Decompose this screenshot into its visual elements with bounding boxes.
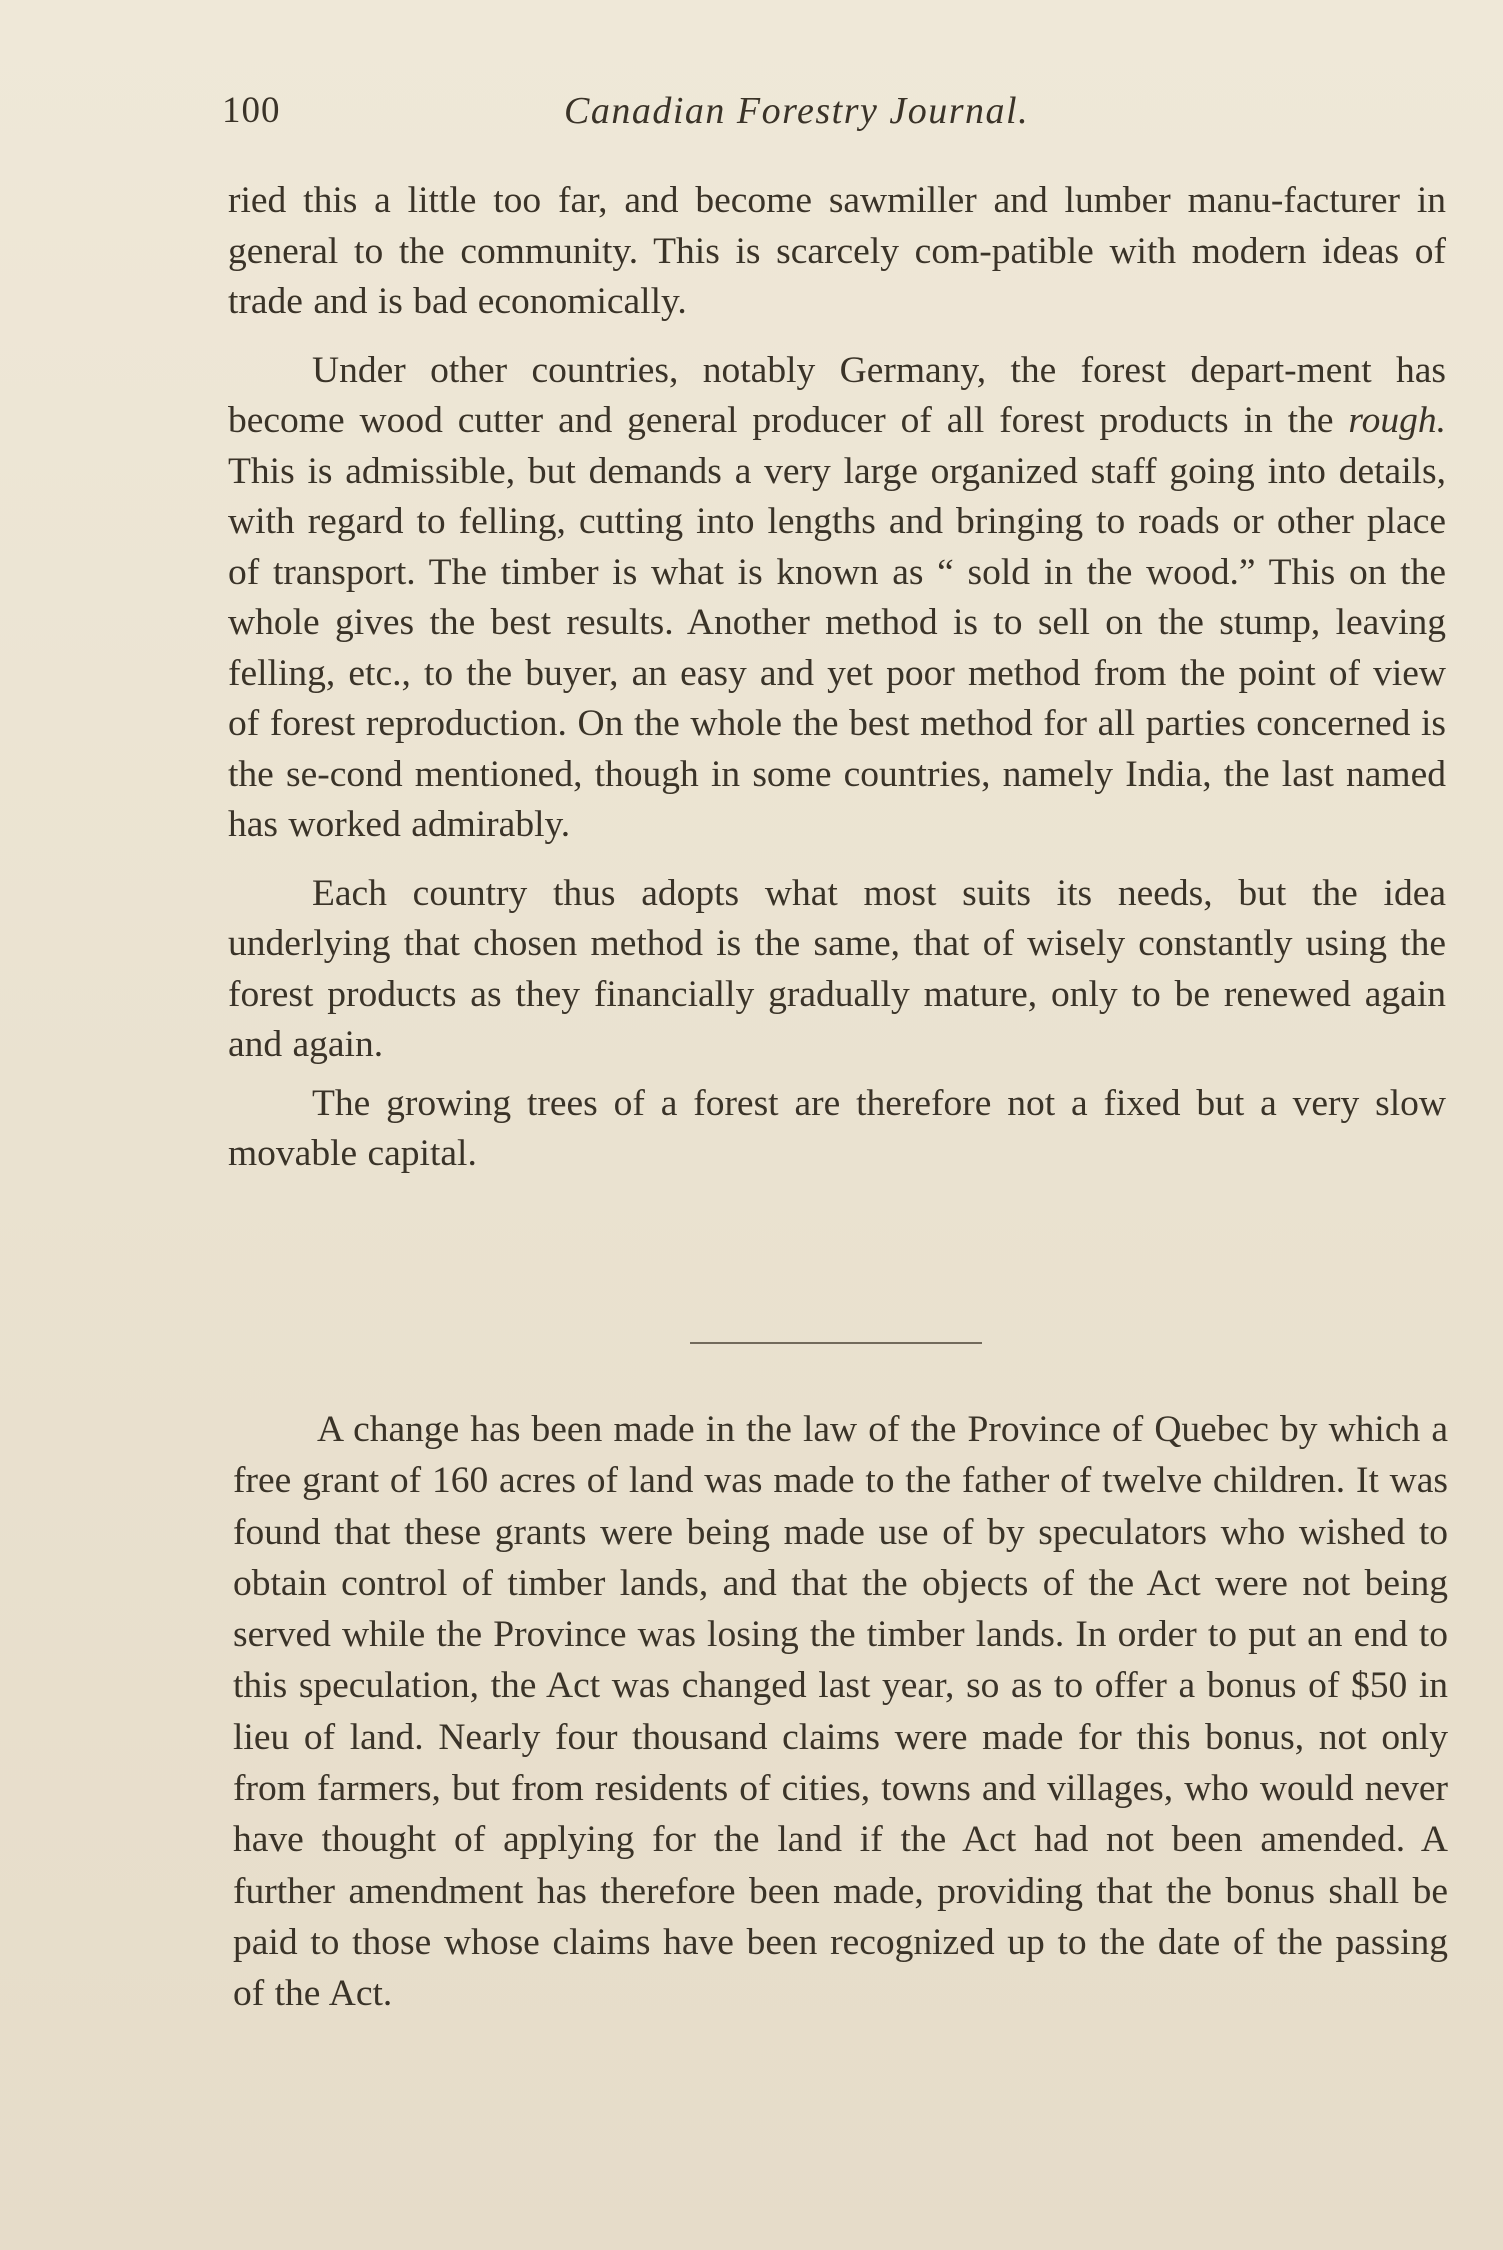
running-title: Canadian Forestry Journal. (564, 90, 1030, 132)
paragraph-each-country: Each country thus adopts what most suits its needs, but the idea underlying that chosen method is the same, that of wisely constantly using the forest products as they financially gradually mature, only to be renewed again and again. (228, 872, 1446, 1065)
paragraph-continued: ried this a little too far, and become sawmiller and lumber manu-facturer in general to the community. This is scarcely com-patible with modern ideas of trade and is bad economically. (228, 180, 1446, 322)
page-header (222, 88, 1282, 138)
paragraph-quebec-law: A change has been made in the law of the Province of Quebec by which a free grant of 160 acres of land was made to the father of twelve children. It was found that these grants were being made use of by speculators who wished to obtain control of timber lands, and that the objects of the Act were not being served while the Province was losing the timber lands. In order to put an end to this speculation, the Act was changed last year, so as to offer a bonus of $50 in lieu of land. Nearly four thousand claims were made for this bonus, not only from farmers, but from residents of cities, towns and villages, who would never have thought of applying for the land if the Act had not been amended. A further amendment has therefore been made, providing that the bonus shall be paid to those whose claims have been recognized up to the date of the passing of the Act. (233, 1409, 1448, 2015)
italic-word: rough. (1348, 400, 1446, 441)
page-number: 100 (222, 90, 281, 131)
paragraph-growing-trees: The growing trees of a forest are therefore not a fixed but a very slow movable capital. (228, 1082, 1446, 1174)
section-divider (690, 1342, 982, 1344)
paragraph-text: This is admissible, but demands a very large organized staff going into details, with regard to felling, cutting into lengths and bringing to roads or other place of transport. The timber is what is known as “ sold in the wood.” This on the whole gives the best results. Another method is to sell on the stump, leaving felling, etc., to the buyer, an easy and yet poor method from the point of view of forest reproduction. On the whole the best method for all parties concerned is the se-cond mentioned, though in some countries, namely India, the last named has worked admirably. (228, 450, 1446, 845)
article-body (228, 176, 1446, 1180)
article-section-quebec (233, 1404, 1448, 2020)
paragraph-text: Under other countries, notably Germany, the forest depart-ment has become wood cutter and general producer of all forest products in the (228, 349, 1446, 441)
paragraph-germany (228, 346, 1446, 851)
